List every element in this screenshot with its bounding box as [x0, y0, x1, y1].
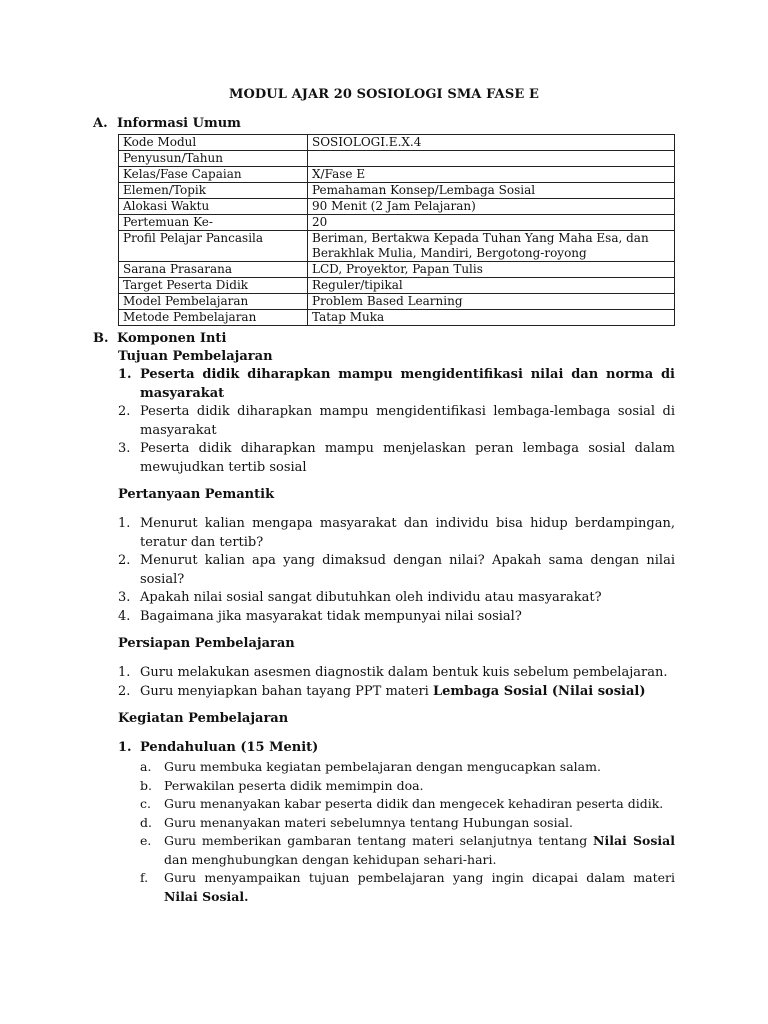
row-key: Pertemuan Ke-: [119, 215, 308, 231]
list-number: 1.: [118, 516, 131, 531]
persiapan-heading: Persiapan Pembelajaran: [118, 636, 295, 651]
list-text-tail: dan menghubungkan dengan kehidupan sehari-hari.: [164, 851, 497, 867]
list-item: [140, 832, 675, 869]
list-text: Apakah nilai sosial sangat dibutuhkan oleh individu atau masyarakat?: [140, 590, 602, 605]
kegiatan-heading: Kegiatan Pembelajaran: [118, 711, 289, 726]
table-row: [119, 183, 675, 199]
list-item: [118, 515, 675, 552]
pemantik-heading: Pertanyaan Pemantik: [118, 487, 275, 502]
list-item: [118, 552, 675, 589]
row-key: Kelas/Fase Capaian: [119, 167, 308, 183]
list-text: Menurut kalian mengapa masyarakat dan individu bisa hidup berdampingan, teratur dan tertib?: [140, 516, 675, 550]
list-text-bold: Lembaga Sosial (Nilai sosial): [432, 683, 646, 699]
list-letter: f.: [140, 870, 149, 885]
list-letter: e.: [140, 833, 152, 848]
list-item: [118, 608, 675, 627]
list-number: 1.: [118, 665, 131, 680]
list-item: [118, 366, 675, 403]
list-text: Peserta didik diharapkan mampu mengidentifikasi lembaga-lembaga sosial di masyarakat: [140, 404, 675, 438]
section-a-heading: [93, 116, 241, 131]
document-title: MODUL AJAR 20 SOSIOLOGI SMA FASE E: [228, 87, 540, 102]
row-value: 90 Menit (2 Jam Pelajaran): [308, 199, 675, 215]
table-row: [119, 310, 675, 326]
list-text: Pendahuluan (15 Menit): [140, 740, 319, 755]
list-number: 4.: [118, 608, 131, 624]
list-number: 1.: [118, 367, 132, 382]
row-value: X/Fase E: [308, 167, 675, 183]
info-table: [118, 134, 675, 326]
list-item: [118, 739, 675, 758]
list-number: 1.: [118, 740, 132, 755]
list-text: Guru menyiapkan bahan tayang PPT materi: [140, 683, 433, 699]
row-value: LCD, Proyektor, Papan Tulis: [308, 262, 675, 278]
list-number: 2.: [118, 553, 131, 568]
table-row: [119, 278, 675, 294]
list-letter: b.: [140, 777, 152, 793]
row-key: Alokasi Waktu: [119, 199, 308, 215]
table-row: [119, 199, 675, 215]
pemantik-list: [118, 515, 675, 626]
row-key: Elemen/Topik: [119, 183, 308, 199]
row-key: Sarana Prasarana: [119, 262, 308, 278]
table-row: [119, 167, 675, 183]
list-item: [140, 869, 675, 906]
section-a-letter: A.: [93, 116, 108, 131]
table-row: [119, 262, 675, 278]
row-key: Metode Pembelajaran: [119, 310, 308, 326]
row-key: Penyusun/Tahun: [119, 151, 308, 167]
row-value-line-1: Beriman, Bertakwa Kepada Tuhan Yang Maha Esa, dan: [312, 231, 649, 245]
section-a-title: Informasi Umum: [117, 116, 241, 131]
tujuan-heading: Tujuan Pembelajaran: [118, 349, 273, 364]
row-value: Reguler/tipikal: [308, 278, 675, 294]
tujuan-list: [118, 366, 675, 477]
list-number: 2.: [118, 404, 131, 419]
table-row: [119, 294, 675, 310]
list-item: [118, 664, 675, 683]
list-item: [118, 683, 675, 702]
table-row: [119, 135, 675, 151]
list-text: Guru menanyakan materi sebelumnya tentang Hubungan sosial.: [164, 814, 574, 830]
list-item: [140, 814, 675, 833]
list-text: Guru melakukan asesmen diagnostik dalam bentuk kuis sebelum pembelajaran.: [140, 665, 668, 680]
list-text-bold: Nilai Sosial: [593, 833, 675, 848]
list-text: Peserta didik diharapkan mampu menjelaskan peran lembaga sosial dalam mewujudkan tertib sosial: [140, 441, 675, 475]
list-text: Peserta didik diharapkan mampu mengidentifikasi nilai dan norma di masyarakat: [140, 367, 675, 401]
list-text: Perwakilan peserta didik memimpin doa.: [164, 777, 424, 793]
list-item: [140, 777, 675, 796]
persiapan-list: [118, 664, 675, 701]
list-item: [140, 795, 675, 814]
row-key: Kode Modul: [119, 135, 308, 151]
row-value: 20: [308, 215, 675, 231]
list-text: Guru menanyakan kabar peserta didik dan mengecek kehadiran peserta didik.: [164, 796, 664, 811]
table-row: [119, 215, 675, 231]
row-value: SOSIOLOGI.E.X.4: [308, 135, 675, 151]
list-text-bold: Nilai Sosial.: [164, 888, 249, 904]
row-value: Pemahaman Konsep/Lembaga Sosial: [308, 183, 675, 199]
list-text: Menurut kalian apa yang dimaksud dengan nilai? Apakah sama dengan nilai sosial?: [140, 553, 675, 587]
list-item: [118, 403, 675, 440]
row-value: Tatap Muka: [308, 310, 675, 326]
row-key: Target Peserta Didik: [119, 278, 308, 294]
section-b-title: Komponen Inti: [117, 331, 227, 346]
row-value-line-2: Berakhlak Mulia, Mandiri, Bergotong-royong: [312, 246, 587, 260]
section-b-letter: B.: [93, 331, 109, 346]
row-key: Profil Pelajar Pancasila: [119, 231, 308, 262]
list-letter: d.: [140, 814, 152, 830]
section-b-heading: [93, 331, 226, 346]
table-row: [119, 151, 675, 167]
row-value: [308, 231, 675, 262]
list-letter: c.: [140, 796, 151, 811]
list-text: Guru menyampaikan tujuan pembelajaran yang ingin dicapai dalam materi: [164, 870, 675, 885]
list-letter: a.: [140, 759, 152, 774]
row-key: Model Pembelajaran: [119, 294, 308, 310]
list-text: Guru membuka kegiatan pembelajaran dengan mengucapkan salam.: [164, 759, 601, 774]
pendahuluan-item: [118, 739, 675, 758]
list-text: Guru memberikan gambaran tentang materi selanjutnya tentang: [164, 833, 594, 848]
list-number: 2.: [118, 683, 131, 699]
list-item: [140, 758, 675, 777]
row-value: Problem Based Learning: [308, 294, 675, 310]
list-item: [118, 440, 675, 477]
list-number: 3.: [118, 590, 131, 605]
table-row: [119, 231, 675, 262]
list-item: [118, 589, 675, 608]
list-text: Bagaimana jika masyarakat tidak mempunyai nilai sosial?: [140, 608, 522, 624]
list-number: 3.: [118, 441, 131, 456]
row-value: [308, 151, 675, 167]
pendahuluan-steps: [140, 758, 675, 906]
